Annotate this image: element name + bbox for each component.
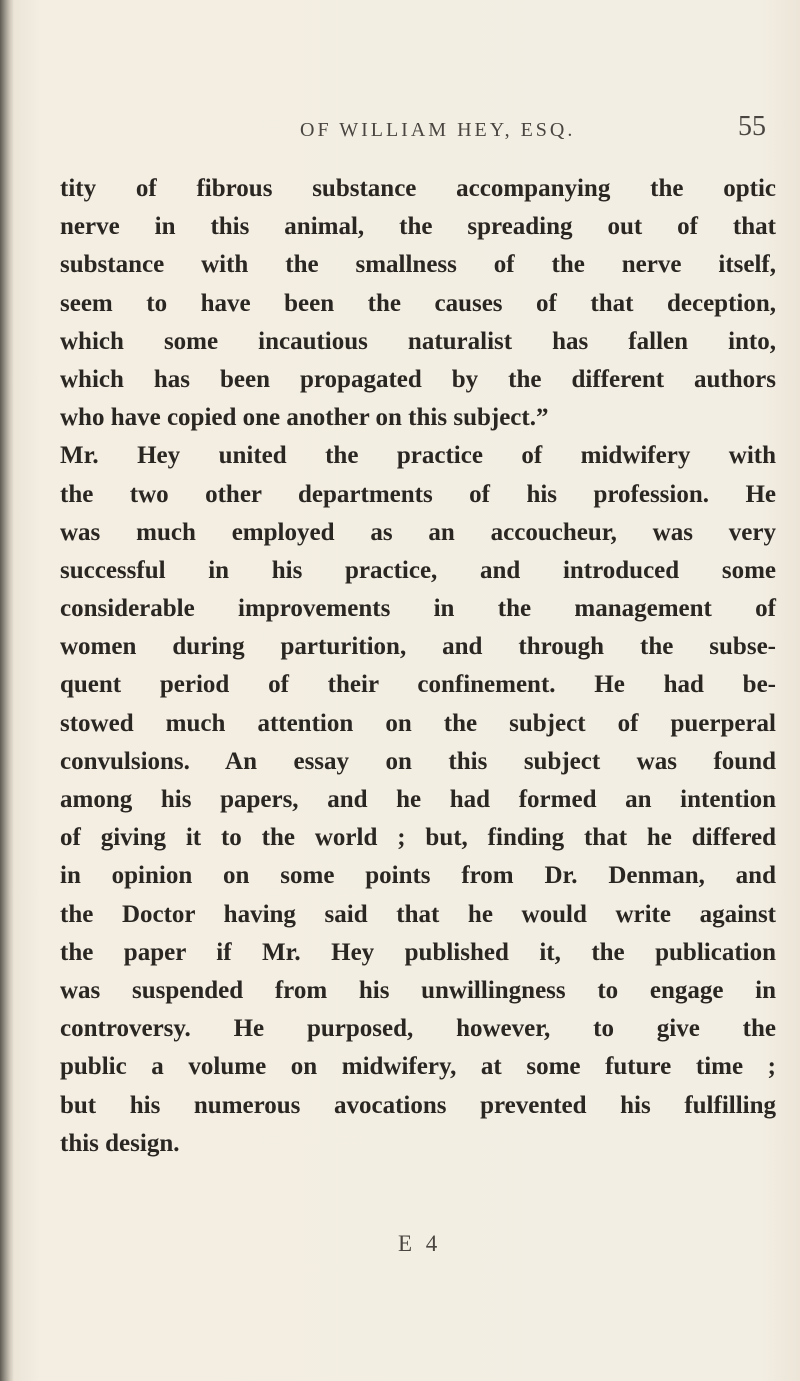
text-line: the Doctor having said that he would write against xyxy=(60,900,776,928)
text-line: nerve in this animal, the spreading out of that xyxy=(60,213,776,241)
text-line: controversy. He purposed, however, to give the xyxy=(60,1015,776,1043)
text-line: who have copied one another on this subject.” xyxy=(60,404,549,432)
body-text xyxy=(60,170,776,1163)
running-head: OF WILLIAM HEY, ESQ. xyxy=(300,119,576,141)
text-line: this design. xyxy=(60,1129,180,1157)
text-line: stowed much attention on the subject of puerperal xyxy=(60,709,776,737)
text-line: tity of fibrous substance accompanying the optic xyxy=(60,175,776,202)
text-line: the paper if Mr. Hey published it, the publication xyxy=(60,938,776,966)
text-line: the two other departments of his profession. He xyxy=(60,480,776,508)
signature-mark: E 4 xyxy=(398,1231,442,1256)
text-line: was suspended from his unwillingness to engage in xyxy=(60,976,776,1004)
text-line: quent period of their confinement. He had be- xyxy=(60,671,776,699)
text-line: which some incautious naturalist has fallen into, xyxy=(60,327,776,355)
text-line: among his papers, and he had formed an intention xyxy=(60,786,776,813)
text-line: convulsions. An essay on this subject was found xyxy=(60,747,776,775)
page-binding-edge xyxy=(0,0,14,1381)
text-line: public a volume on midwifery, at some future time ; xyxy=(60,1053,776,1081)
text-line: in opinion on some points from Dr. Denman, and xyxy=(60,862,776,890)
text-line: was much employed as an accoucheur, was very xyxy=(60,518,776,546)
text-line: of giving it to the world ; but, finding that he differed xyxy=(60,824,776,852)
text-line: women during parturition, and through the subse- xyxy=(60,633,776,661)
text-line: considerable improvements in the management of xyxy=(60,595,776,623)
text-line: but his numerous avocations prevented his fulfilling xyxy=(60,1091,776,1119)
text-line: which has been propagated by the different authors xyxy=(60,365,776,393)
page-number: 55 xyxy=(738,111,766,142)
paragraph-start-line: Mr. Hey united the practice of midwifery with xyxy=(60,442,776,470)
text-line: seem to have been the causes of that deception, xyxy=(60,289,776,317)
text-line: successful in his practice, and introduced some xyxy=(60,556,776,584)
text-line: substance with the smallness of the nerve itself, xyxy=(60,251,776,279)
